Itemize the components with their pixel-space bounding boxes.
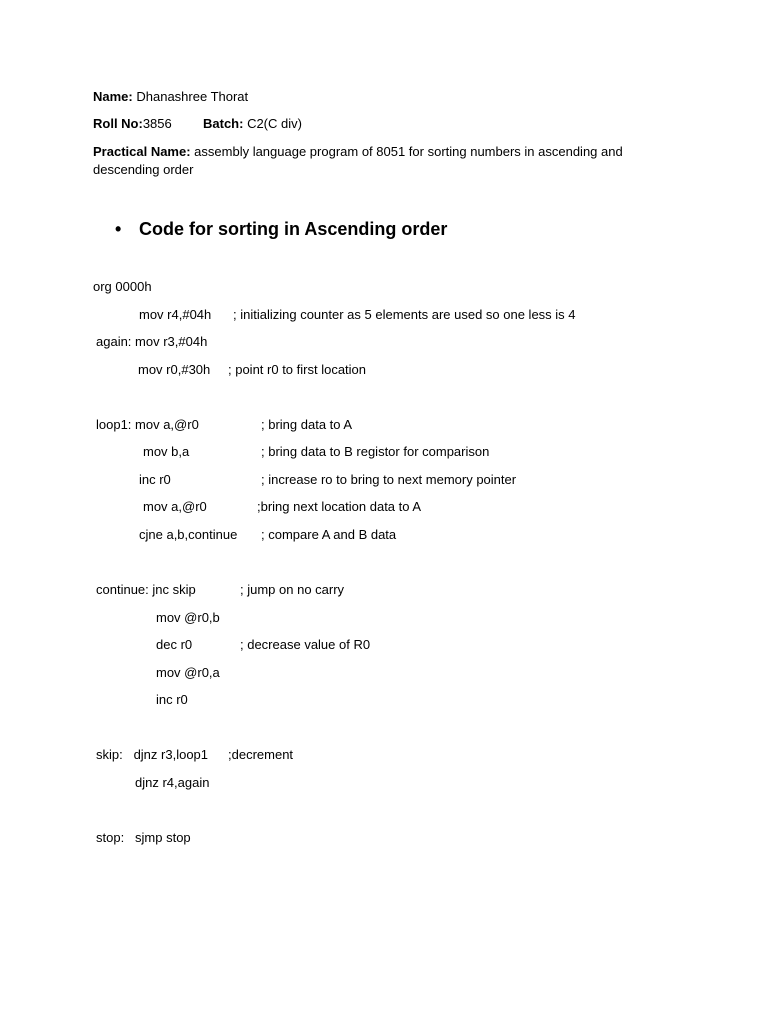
- code-line: [96, 417, 496, 433]
- code-comment: ; bring data to A: [261, 417, 353, 432]
- roll-value: 3856: [142, 116, 172, 131]
- code-text: loop1: mov a,@r0: [96, 417, 199, 432]
- code-comment: ; initializing counter as 5 elements are used so one less is 4: [233, 307, 576, 322]
- code-comment: ; bring data to B registor for comparison: [261, 444, 490, 459]
- code-comment: ; compare A and B data: [261, 527, 397, 542]
- practical-value-2: descending order: [93, 162, 194, 177]
- practical-line-2: [93, 162, 193, 178]
- name-label: Name:: [93, 89, 133, 104]
- code-text: cjne a,b,continue: [139, 527, 238, 542]
- code-line: [138, 362, 538, 378]
- code-comment: ;bring next location data to A: [257, 499, 422, 514]
- batch-line: [203, 116, 302, 132]
- code-comment: ; increase ro to bring to next memory pointer: [261, 472, 517, 487]
- practical-line-1: [93, 144, 623, 160]
- code-line: [93, 279, 152, 295]
- code-text: org 0000h: [93, 279, 152, 294]
- code-text: mov @r0,b: [156, 610, 220, 625]
- code-comment: ; jump on no carry: [240, 582, 345, 597]
- practical-value-1: assembly language program of 8051 for sorting numbers in ascending and: [190, 144, 623, 159]
- name-value: Dhanashree Thorat: [132, 89, 249, 104]
- code-line: [143, 499, 543, 515]
- practical-label: Practical Name:: [93, 144, 191, 159]
- code-line: [139, 472, 589, 488]
- code-text: skip: djnz r3,loop1: [96, 747, 209, 762]
- code-comment: ;decrement: [228, 747, 294, 762]
- code-line: [96, 830, 191, 846]
- code-text: inc r0: [156, 692, 188, 707]
- code-text: dec r0: [156, 637, 193, 652]
- section-title: Code for sorting in Ascending order: [139, 219, 448, 239]
- code-text: stop: sjmp stop: [96, 830, 191, 845]
- code-text: again: mov r3,#04h: [96, 334, 208, 349]
- code-line: [96, 747, 496, 763]
- code-line: [139, 307, 739, 323]
- code-comment: ; decrease value of R0: [240, 637, 371, 652]
- roll-label: Roll No:: [93, 116, 143, 131]
- code-line: [156, 610, 220, 626]
- code-text: mov r0,#30h: [138, 362, 211, 377]
- code-text: djnz r4,again: [135, 775, 210, 790]
- code-line: [135, 775, 209, 791]
- section-heading: [115, 218, 447, 240]
- code-line: [156, 692, 188, 708]
- code-line: [143, 444, 593, 460]
- batch-label: Batch:: [203, 116, 244, 131]
- code-comment: ; point r0 to first location: [228, 362, 367, 377]
- code-text: mov @r0,a: [156, 665, 220, 680]
- code-line: [156, 637, 556, 653]
- code-line: [96, 334, 207, 350]
- code-text: mov a,@r0: [143, 499, 207, 514]
- code-text: continue: jnc skip: [96, 582, 196, 597]
- code-text: mov b,a: [143, 444, 190, 459]
- code-text: inc r0: [139, 472, 171, 487]
- code-line: [139, 527, 539, 543]
- batch-value: C2(C div): [243, 116, 302, 131]
- bullet-icon: •: [115, 219, 122, 239]
- code-line: [156, 665, 220, 681]
- code-line: [96, 582, 496, 598]
- name-line: [93, 89, 248, 105]
- roll-line: [93, 116, 172, 132]
- code-text: mov r4,#04h: [139, 307, 212, 322]
